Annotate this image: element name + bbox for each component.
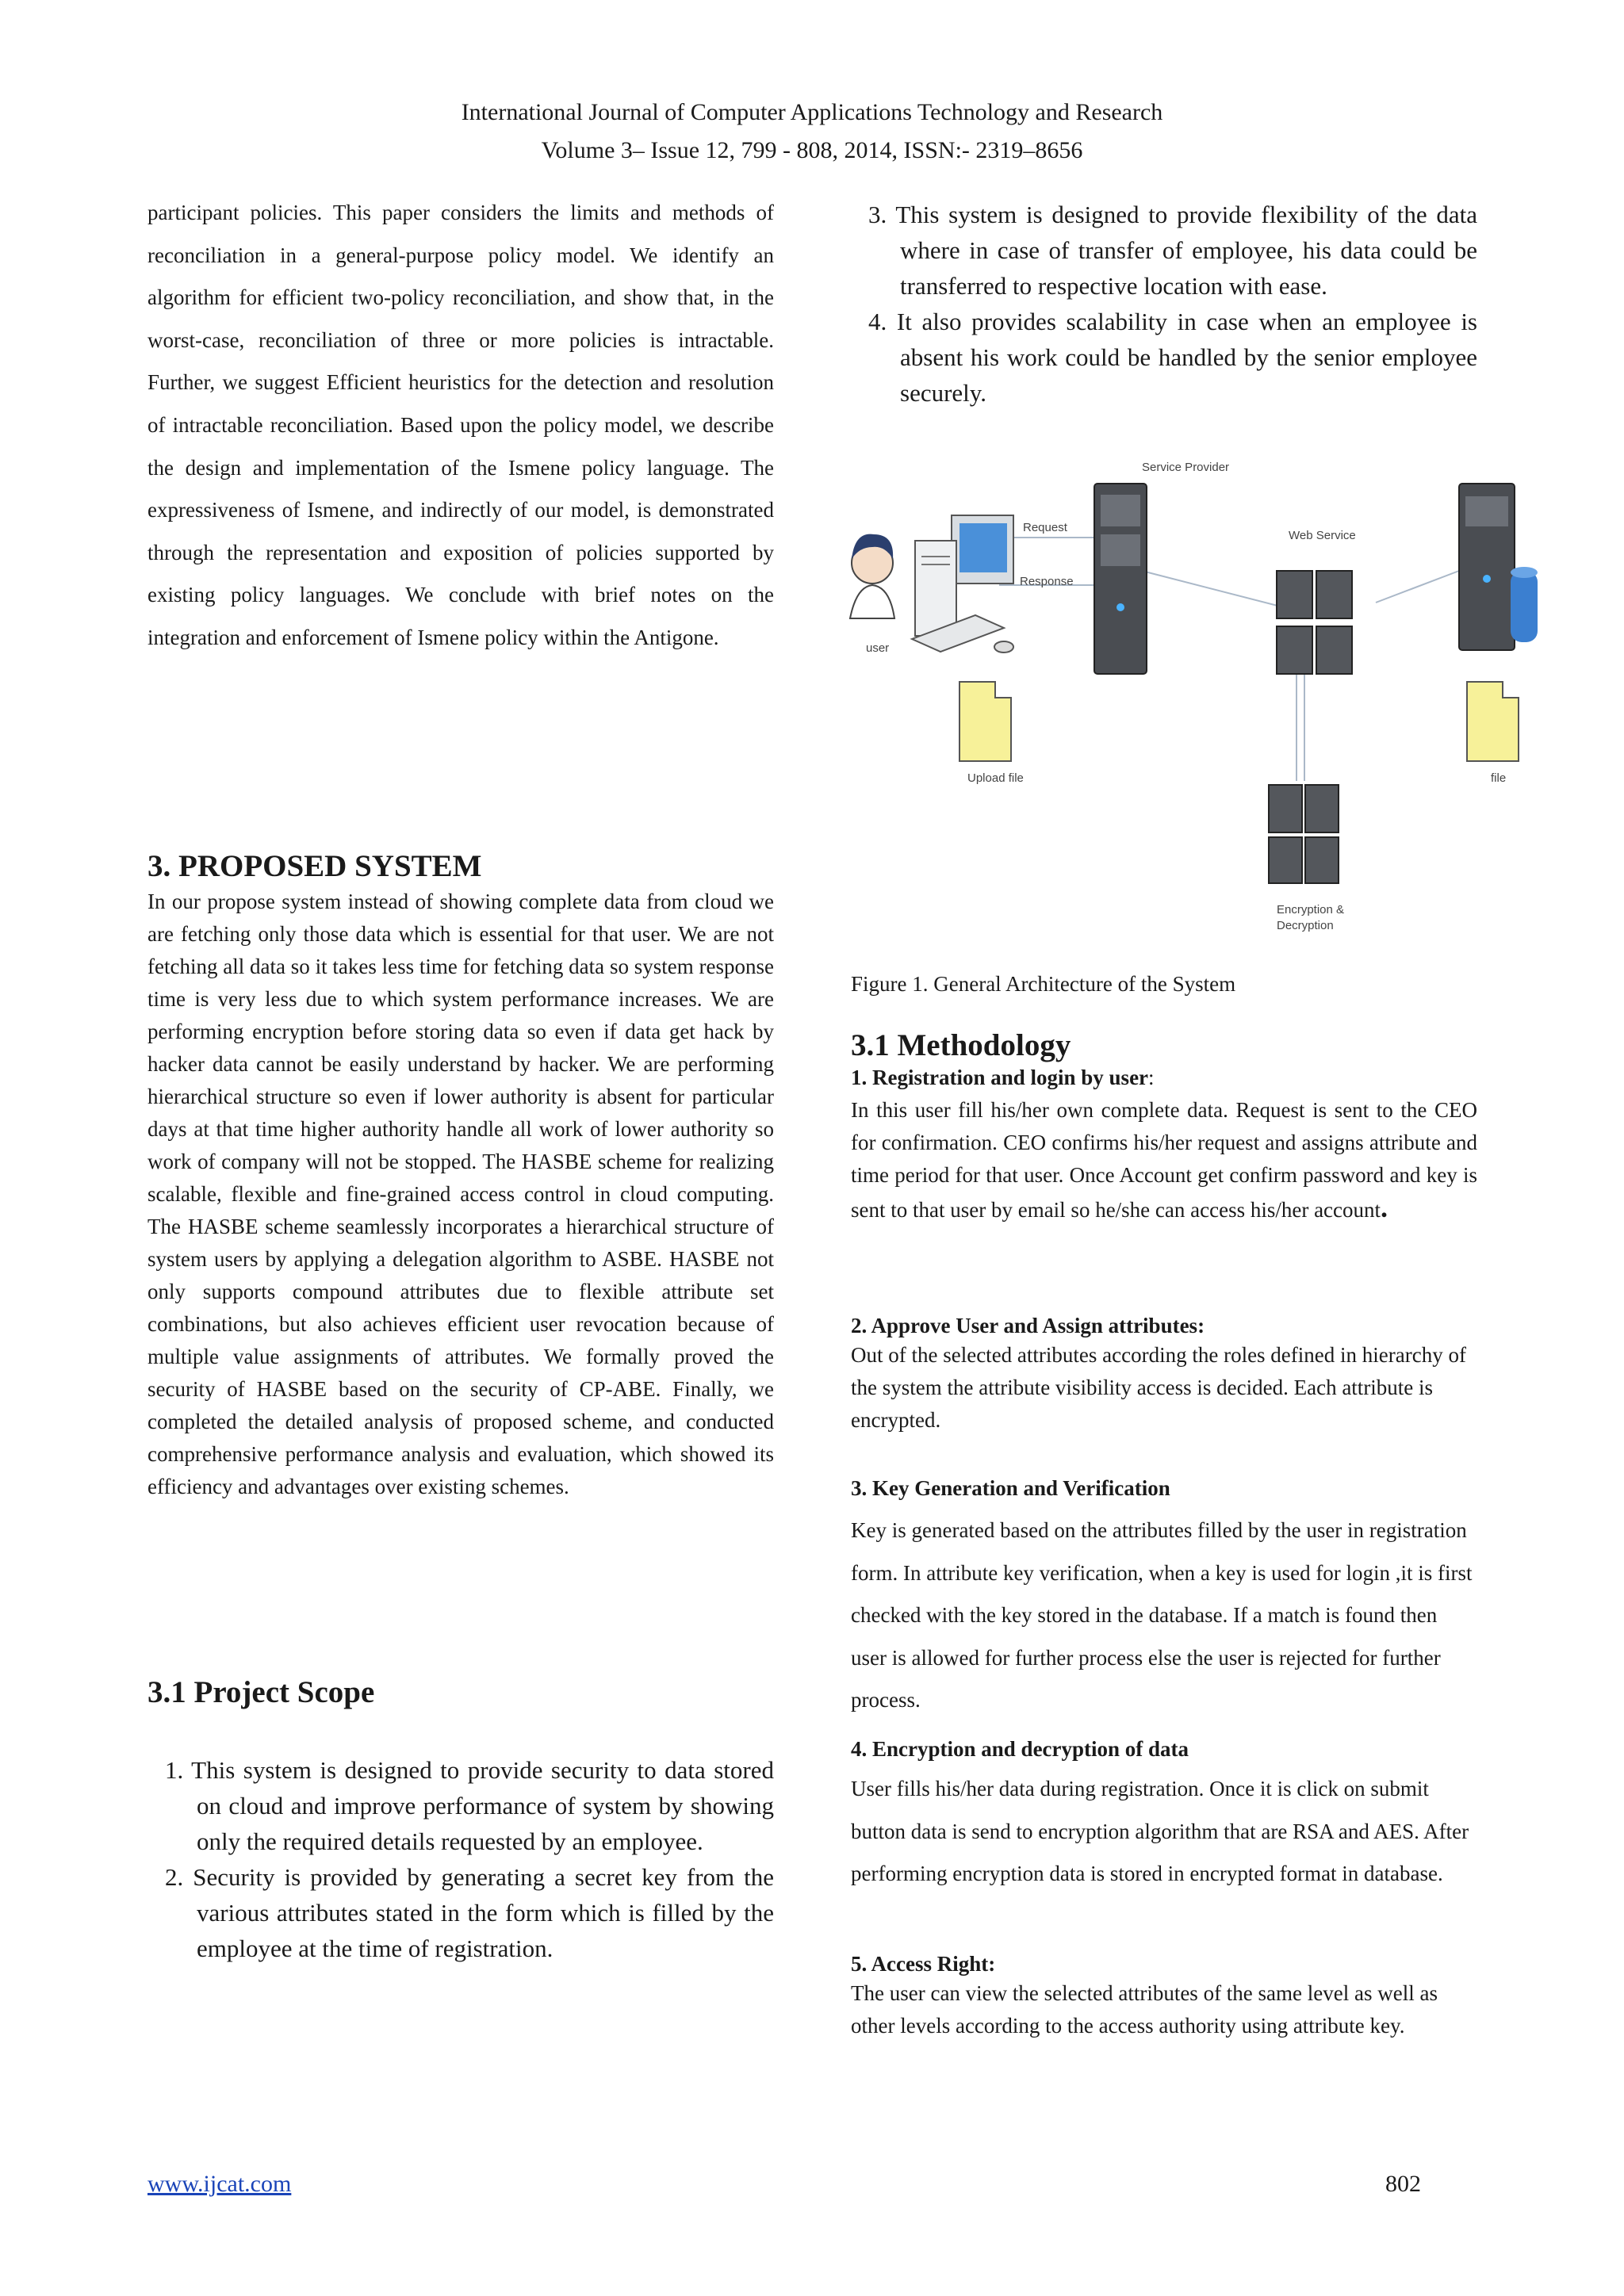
file-label: file	[1491, 771, 1507, 785]
web-service-label: Web Service	[1289, 529, 1356, 542]
intro-paragraph: participant policies. This paper considers the limits and methods of reconciliation in a general-purpose policy model. We identify an algorithm for efficient two-policy reconciliation, and show that, in the worst-case, reconciliation of three or more policies is intractable. Further, we suggest Efficient heuristics for the detection and resolution of intractable reconciliation. Based upon the policy model, we describe the design and implementation of the Ismene policy language. The expressiveness of Ismene, and indirectly of our model, is demonstrated through the representation and exposition of policies supported by existing policy languages. We conclude with brief notes on the integration and enforcement of Ismene policy within the Antigone.	[147, 201, 774, 649]
step-1-period: .	[1381, 1192, 1388, 1223]
service-provider-server-icon	[1094, 484, 1147, 674]
step-4-heading: 4. Encryption and decryption of data	[851, 1737, 1189, 1761]
step-5-heading: 5. Access Right:	[851, 1952, 996, 1976]
journal-volume: Volume 3– Issue 12, 799 - 808, 2014, ISSN:- 2319–8656	[541, 137, 1083, 163]
section-3-paragraph: In our propose system instead of showing complete data from cloud we are fetching only those data which is essential for that user. We are not fetching all data so it takes less time for fetching data so system response time is very less due to which system performance increases. We are performing encryption before storing data so even if data get hack by hacker data cannot be easily understand by hacker. We are performing hierarchical structure so even if lower authority is absent for particular days at that time higher authority handle all work of lower authority so work of company will not be stopped. The HASBE scheme for realizing scalable, flexible and fine-grained access control in cloud computing. The HASBE scheme seamlessly incorporates a hierarchical structure of system users by applying a delegation algorithm to ASBE. HASBE not only supports compound attributes due to flexible attribute set combinations, but also achieves efficient user revocation because of multiple value assignments of attributes. We formally proved the security of HASBE based on the security of CP-ABE. Finally, we completed the detailed analysis of proposed scheme, and conducted comprehensive performance analysis and evaluation, which showed its efficiency and advantages over existing schemes.	[147, 890, 774, 1498]
list-item: 3. This system is designed to provide flexibility of the data where in case of transfer of employee, his data could be transferred to respective location with ease.	[868, 201, 1477, 300]
architecture-figure	[848, 452, 1554, 951]
step-4-paragraph: User fills his/her data during registration. Once it is click on submit button data is send to encryption algorithm that are RSA and AES. After performing encryption data is stored in encrypted format in database.	[851, 1777, 1469, 1886]
response-label: Response	[1020, 575, 1074, 588]
step-5-paragraph: The user can view the selected attributes of the same level as well as other levels according to the access authority using attribute key.	[851, 1981, 1438, 2038]
computer-icon	[912, 515, 1013, 652]
figure-caption: Figure 1. General Architecture of the System	[851, 972, 1236, 996]
step-1-text: In this user fill his/her own complete data. Request is sent to the CEO for confirmation. CEO confirms his/her request and assigns attribute and time period for that user. Once Account get confirm password and key is sent to that user by email so he/she can access his/her account	[851, 1098, 1477, 1222]
project-scope-heading: 3.1 Project Scope	[147, 1675, 375, 1709]
list-item: 1. This system is designed to provide security to data stored on cloud and improve performance of system by showing only the required details requested by an employee.	[165, 1756, 774, 1855]
step-3-paragraph: Key is generated based on the attributes filled by the user in registration form. In attribute key verification, when a key is used for login ,it is first checked with the key stored in the database. If a match is found then user is allowed for further process else the user is rejected for further process.	[851, 1518, 1473, 1712]
service-provider-label: Service Provider	[1142, 461, 1230, 474]
project-scope-list-continued	[851, 197, 1477, 411]
step-1-title: 1. Registration and login by user	[851, 1066, 1149, 1089]
step-1-colon: :	[1148, 1066, 1155, 1089]
step-2-paragraph: Out of the selected attributes according the roles defined in hierarchy of the system the attribute visibility access is decided. Each attribute is encrypted.	[851, 1343, 1466, 1432]
step-3-heading: 3. Key Generation and Verification	[851, 1476, 1170, 1500]
encryption-label: Encryption &	[1277, 903, 1345, 916]
step-1-paragraph	[851, 1094, 1477, 1226]
user-label: user	[866, 641, 890, 655]
link-line	[1376, 571, 1459, 603]
step-2-heading: 2. Approve User and Assign attributes:	[851, 1314, 1205, 1337]
upload-file-icon	[959, 682, 1011, 761]
list-item: 4. It also provides scalability in case when an employee is absent his work could be handled by the senior employee securely.	[868, 308, 1477, 407]
request-label: Request	[1023, 521, 1067, 534]
encryption-server-icon	[1269, 785, 1339, 883]
project-scope-list	[147, 1752, 774, 1966]
upload-file-label: Upload file	[967, 771, 1024, 785]
database-server-icon	[1459, 484, 1538, 650]
methodology-heading: 3.1 Methodology	[851, 1028, 1071, 1062]
file-icon	[1467, 682, 1519, 761]
user-avatar-icon	[850, 534, 894, 618]
decryption-label: Decryption	[1277, 919, 1334, 932]
web-service-server-icon	[1277, 571, 1352, 674]
architecture-diagram	[848, 452, 1554, 951]
section-3-heading: 3. PROPOSED SYSTEM	[147, 849, 482, 883]
list-item: 2. Security is provided by generating a secret key from the various attributes stated in the form which is filled by the employee at the time of registration.	[165, 1863, 774, 1962]
step-1-heading	[851, 1064, 1477, 1091]
page-number: 802	[1385, 2171, 1421, 2197]
journal-title: International Journal of Computer Applications Technology and Research	[461, 99, 1163, 125]
journal-website-link[interactable]: www.ijcat.com	[147, 2171, 292, 2197]
link-line	[1142, 571, 1281, 607]
